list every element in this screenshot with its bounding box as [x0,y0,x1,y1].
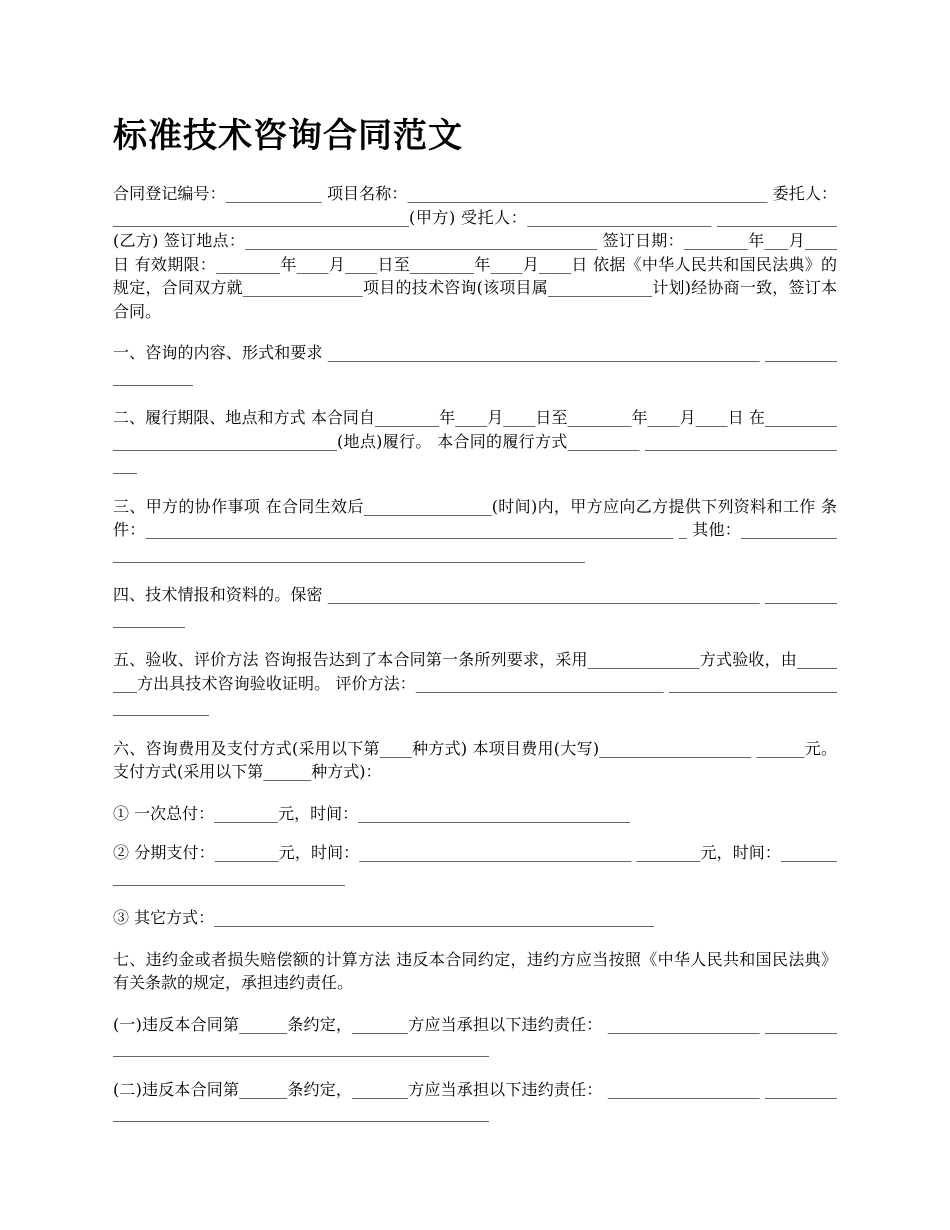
payment-option-3: ③ 其它方式：_______________________________________________________ [113,908,655,927]
paragraph-section-6: 六、咨询费用及支付方式(采用以下第____种方式) 本项目费用(大写)___________________ ______元。 支付方式(采用以下第______种方式)： [113,738,837,781]
document-title: 标准技术咨询合同范文 [113,116,463,156]
document-page [113,112,837,1143]
paragraph-section-5: 五、验收、评价方法 咨询报告达到了本合同第一条所列要求，采用______________方式验收，由________方出具技术咨询验收证明。 评价方法：_______________________________ _________________________________ [113,650,837,716]
paragraph-preamble: 合同登记编号：____________ 项目名称：_____________________________________________ 委托人：_____________________________________(甲方) 受托人：_______________________ _______________(乙方) 签订地点：____________________________________________ 签订日期：________年___月____日 有效期限：________年____月____日至________年____月____日 依据《中华人民共和国民法典》的规定，合同双方就_______________项目的技术咨询(该项目属_____________计划)经协商一致，签订本合同。 [113,184,837,321]
breach-clause-1: (一)违反本合同第______条约定，_______方应当承担以下违约责任： ___________________ ________________________________________________________ [113,1014,837,1057]
payment-option-1: ① 一次总付：________元，时间：__________________________________ [113,803,631,823]
breach-clause-2: (二)违反本合同第______条约定，_______方应当承担以下违约责任： ___________________ ________________________________________________________ [113,1079,837,1122]
paragraph-section-4: 四、技术情报和资料的。保密 ______________________________________________________ __________________ [113,585,837,628]
paragraph-section-1: 一、咨询的内容、形式和要求 ______________________________________________________ ___________________ [113,343,837,386]
paragraph-section-7: 七、违约金或者损失赔偿额的计算方法 违反本合同约定，违约方应当按照《中华人民共和国民法典》有关条款的规定，承担违约责任。 [113,949,837,992]
paragraph-section-2: 二、履行期限、地点和方式 本合同自________年____月____日至________年____月____日 在_____________________________________(地点)履行。 本合同的履行方式_________ ___________________________ [113,408,837,474]
payment-option-2: ② 分期支付：________元，时间：__________________________________ ________元，时间：____________________________________ [113,843,837,886]
paragraph-section-3: 三、甲方的协作事项 在合同生效后________________(时间)内，甲方应向乙方提供下列资料和工作 条件：__________________________________________________________________ _ 其他：_______________________________________________________________________ [113,496,837,563]
